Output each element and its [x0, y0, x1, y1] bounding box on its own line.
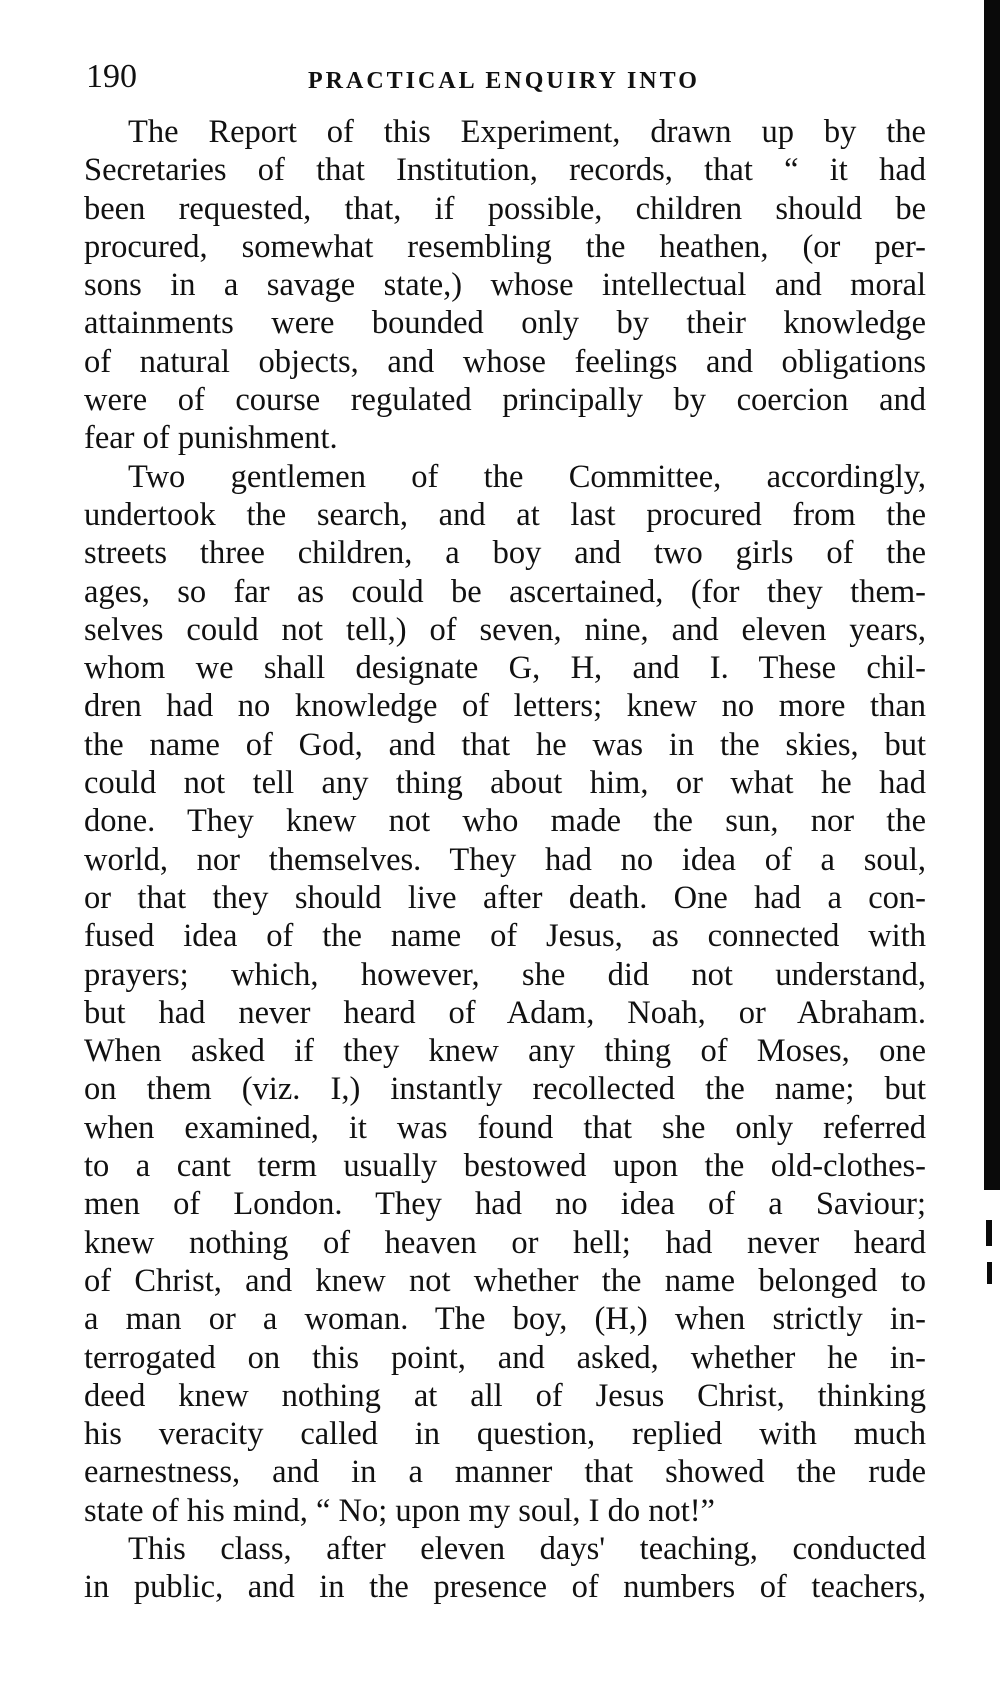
- paragraph: [84, 1530, 926, 1607]
- page-edge-shadow: [984, 0, 1000, 1190]
- text-line: knew nothing of heaven or hell; had never heard: [84, 1224, 926, 1261]
- text-line: prayers; which, however, she did not understand,: [84, 956, 926, 993]
- body-text: [84, 113, 926, 1607]
- paragraph: [84, 458, 926, 1530]
- text-line: The Report of this Experiment, drawn up by the: [128, 114, 926, 150]
- text-line: of Christ, and knew not whether the name belonged to: [84, 1262, 926, 1299]
- text-line: done. They knew not who made the sun, nor the: [84, 803, 926, 840]
- text-line: fear of punishment.: [84, 420, 338, 457]
- text-line: could not tell any thing about him, or what he had: [84, 765, 926, 802]
- text-line: sons in a savage state,) whose intellectual and moral: [84, 267, 926, 304]
- text-line: streets three children, a boy and two girls of the: [84, 535, 926, 572]
- text-line: When asked if they knew any thing of Moses, one: [84, 1033, 926, 1070]
- text-line: of natural objects, and whose feelings and obligations: [84, 343, 926, 380]
- running-head: PRACTICAL ENQUIRY INTO: [308, 68, 700, 94]
- text-line: his veracity called in question, replied with much: [84, 1416, 926, 1453]
- page-number: 190: [86, 58, 137, 95]
- text-line: to a cant term usually bestowed upon the old-clothes-: [84, 1148, 926, 1185]
- text-line: terrogated on this point, and asked, whether he in-: [84, 1339, 926, 1376]
- text-line: ages, so far as could be ascertained, (for they them-: [84, 573, 926, 610]
- text-line: but had never heard of Adam, Noah, or Abraham.: [84, 994, 926, 1031]
- text-line: undertook the search, and at last procured from the: [84, 496, 926, 533]
- text-line: in public, and in the presence of numbers of teachers,: [84, 1569, 926, 1606]
- text-line: This class, after eleven days' teaching, conducted: [128, 1530, 926, 1567]
- text-line: selves could not tell,) of seven, nine, and eleven years,: [84, 611, 926, 648]
- text-line: dren had no knowledge of letters; knew no more than: [84, 688, 926, 725]
- text-line: on them (viz. I,) instantly recollected the name; but: [84, 1071, 926, 1108]
- text-line: state of his mind, “ No; upon my soul, I do not!”: [84, 1492, 715, 1529]
- text-line: a man or a woman. The boy, (H,) when strictly in-: [84, 1301, 926, 1338]
- text-line: procured, somewhat resembling the heathen, (or per-: [84, 228, 926, 265]
- page-header: [86, 52, 926, 102]
- text-line: world, nor themselves. They had no idea of a soul,: [84, 841, 926, 878]
- text-line: were of course regulated principally by coercion and: [84, 382, 926, 419]
- text-line: been requested, that, if possible, children should be: [84, 190, 926, 227]
- page-edge-mark: [987, 1262, 992, 1284]
- text-line: fused idea of the name of Jesus, as connected with: [84, 918, 926, 955]
- text-line: Secretaries of that Institution, records, that “ it had: [84, 152, 926, 189]
- paragraph: [84, 113, 926, 458]
- page-edge-mark: [986, 1220, 992, 1246]
- text-line: Two gentlemen of the Committee, accordingly,: [128, 458, 926, 495]
- text-line: whom we shall designate G, H, and I. These chil-: [84, 650, 926, 687]
- text-line: deed knew nothing at all of Jesus Christ, thinking: [84, 1377, 926, 1414]
- text-line: earnestness, and in a manner that showed the rude: [84, 1454, 926, 1491]
- text-line: attainments were bounded only by their knowledge: [84, 305, 926, 342]
- text-line: the name of God, and that he was in the skies, but: [84, 726, 926, 763]
- text-line: men of London. They had no idea of a Saviour;: [84, 1186, 926, 1223]
- text-line: or that they should live after death. One had a con-: [84, 879, 926, 916]
- text-line: when examined, it was found that she only referred: [84, 1109, 926, 1146]
